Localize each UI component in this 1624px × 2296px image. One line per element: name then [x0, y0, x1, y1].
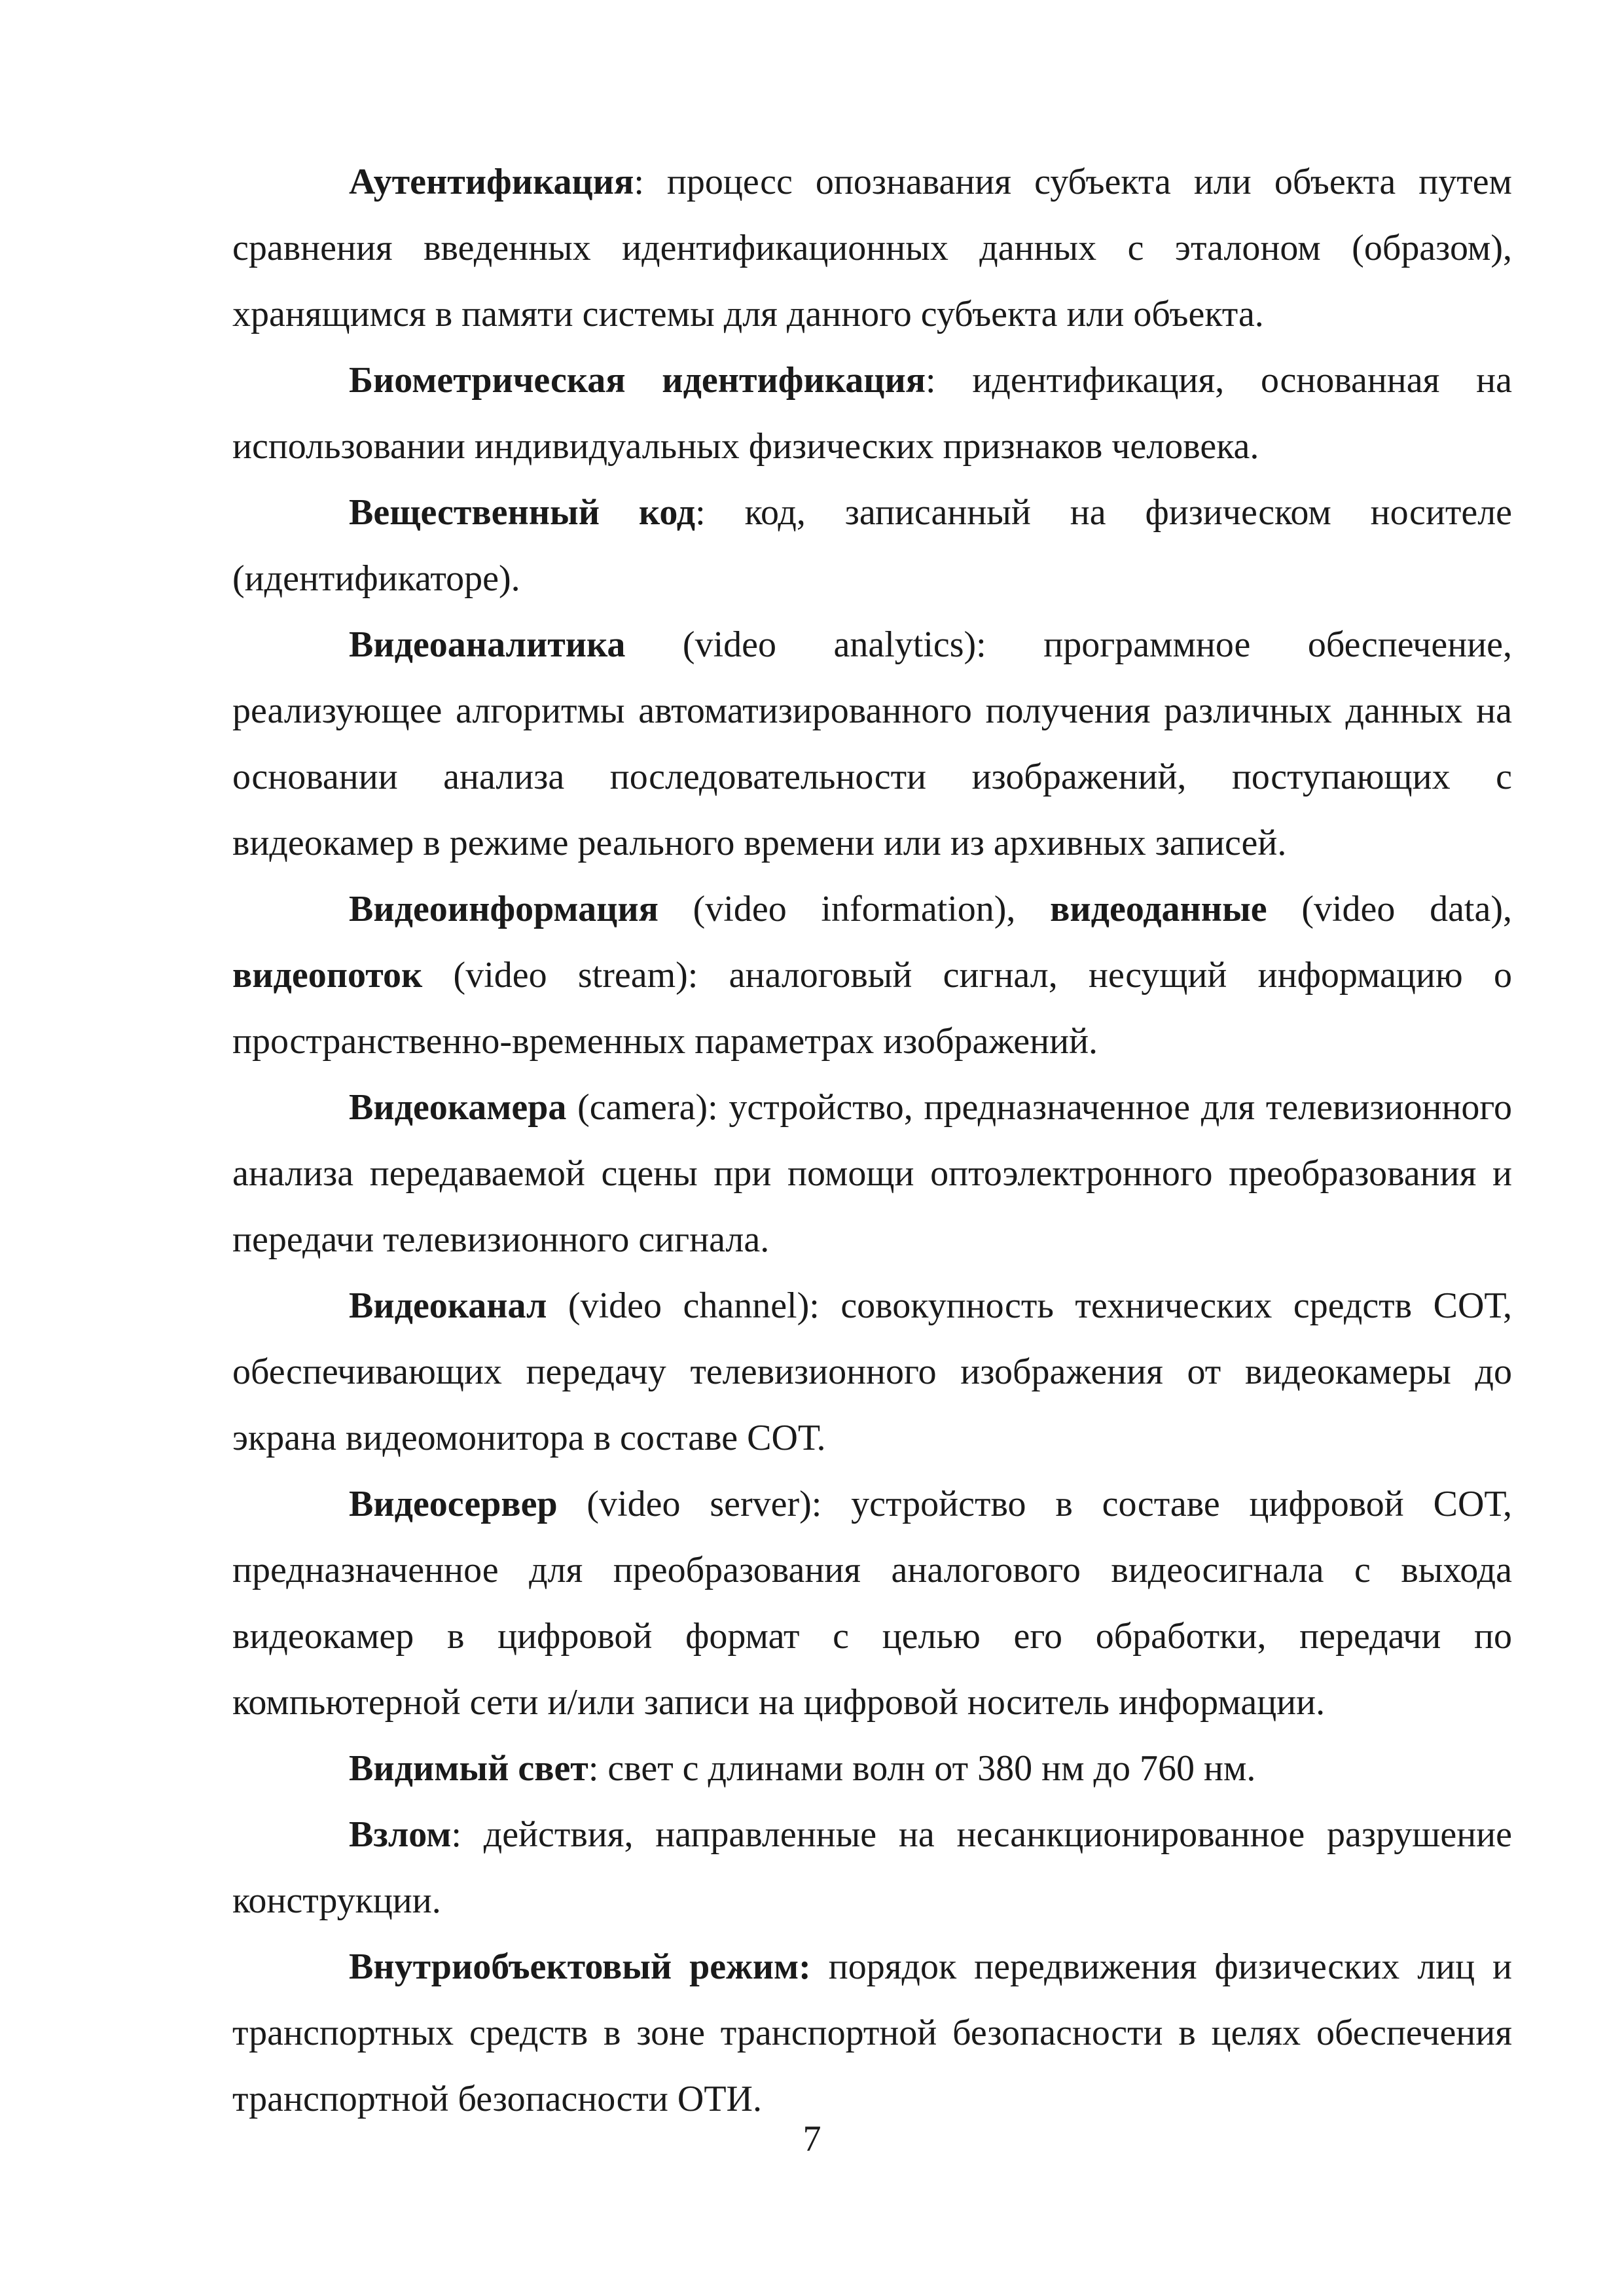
glossary-entry-video-camera — [232, 1075, 1512, 1273]
term: Аутентификация — [349, 162, 634, 202]
term: Вещественный код — [349, 492, 696, 533]
glossary-entry-visible-light — [232, 1736, 1512, 1802]
definition: (video server): устройство в составе цифровой СОТ, предназначенное для преобразования аналогового видеосигнала с выхода видеокамер в цифровой формат с целью его обработки, передачи по компьютерной сети и/или записи на цифровой носитель информации. — [232, 1484, 1512, 1723]
term: Видеоканал — [349, 1285, 547, 1326]
term: видеоданные — [1050, 889, 1267, 929]
definition: (video data), — [1267, 889, 1512, 929]
glossary-entry-biometric-identification — [232, 348, 1512, 480]
glossary-entry-video-information — [232, 876, 1512, 1075]
term: Биометрическая идентификация — [349, 360, 926, 401]
glossary-entry-video-analytics — [232, 612, 1512, 876]
glossary-entry-internal-regime — [232, 1934, 1512, 2132]
definition: (video information), — [658, 889, 1051, 929]
definition: (video stream): аналоговый сигнал, несущий информацию о пространственно-временных параметрах изображений. — [232, 955, 1512, 1062]
term: видеопоток — [232, 955, 423, 996]
page-number: 7 — [803, 2119, 821, 2159]
term: Взлом — [349, 1814, 452, 1855]
definition: порядок передвижения физических лиц и транспортных средств в зоне транспортной безопасности в целях обеспечения транспортной безопасности ОТИ. — [232, 1946, 1512, 2119]
definition: : действия, направленные на несанкционированное разрушение конструкции. — [232, 1814, 1512, 1921]
definition: : код, записанный на физическом носителе (идентификаторе). — [232, 492, 1512, 599]
term: Видеоинформация — [349, 889, 659, 929]
glossary-entry-break-in — [232, 1802, 1512, 1934]
definition: (camera): устройство, предназначенное для телевизионного анализа передаваемой сцены при помощи оптоэлектронного преобразования и передачи телевизионного сигнала. — [232, 1087, 1512, 1260]
term: Видеокамера — [349, 1087, 567, 1128]
glossary-entry-video-server — [232, 1471, 1512, 1736]
definition: : идентификация, основанная на использовании индивидуальных физических признаков человека. — [232, 360, 1512, 467]
glossary-entry-authentication — [232, 149, 1512, 348]
document-page — [232, 149, 1512, 2132]
definition: : свет с длинами волн от 380 нм до 760 нм. — [588, 1748, 1256, 1789]
glossary-entry-physical-code — [232, 480, 1512, 612]
definition: (video channel): совокупность технических средств СОТ, обеспечивающих передачу телевизионного изображения от видеокамеры до экрана видеомонитора в составе СОТ. — [232, 1285, 1512, 1458]
glossary-entry-video-channel — [232, 1273, 1512, 1471]
term: Видимый свет — [349, 1748, 588, 1789]
term: Внутриобъектовый режим: — [349, 1946, 811, 1987]
term: Видеоаналитика — [349, 624, 626, 665]
definition: : процесс опознавания субъекта или объекта путем сравнения введенных идентификационных данных с эталоном (образом), хранящимся в памяти системы для данного субъекта или объекта. — [232, 162, 1512, 334]
definition: (video analytics): программное обеспечение, реализующее алгоритмы автоматизированного получения различных данных на основании анализа последовательности изображений, поступающих с видеокамер в режиме реального времени или из архивных записей. — [232, 624, 1512, 863]
term: Видеосервер — [349, 1484, 558, 1524]
